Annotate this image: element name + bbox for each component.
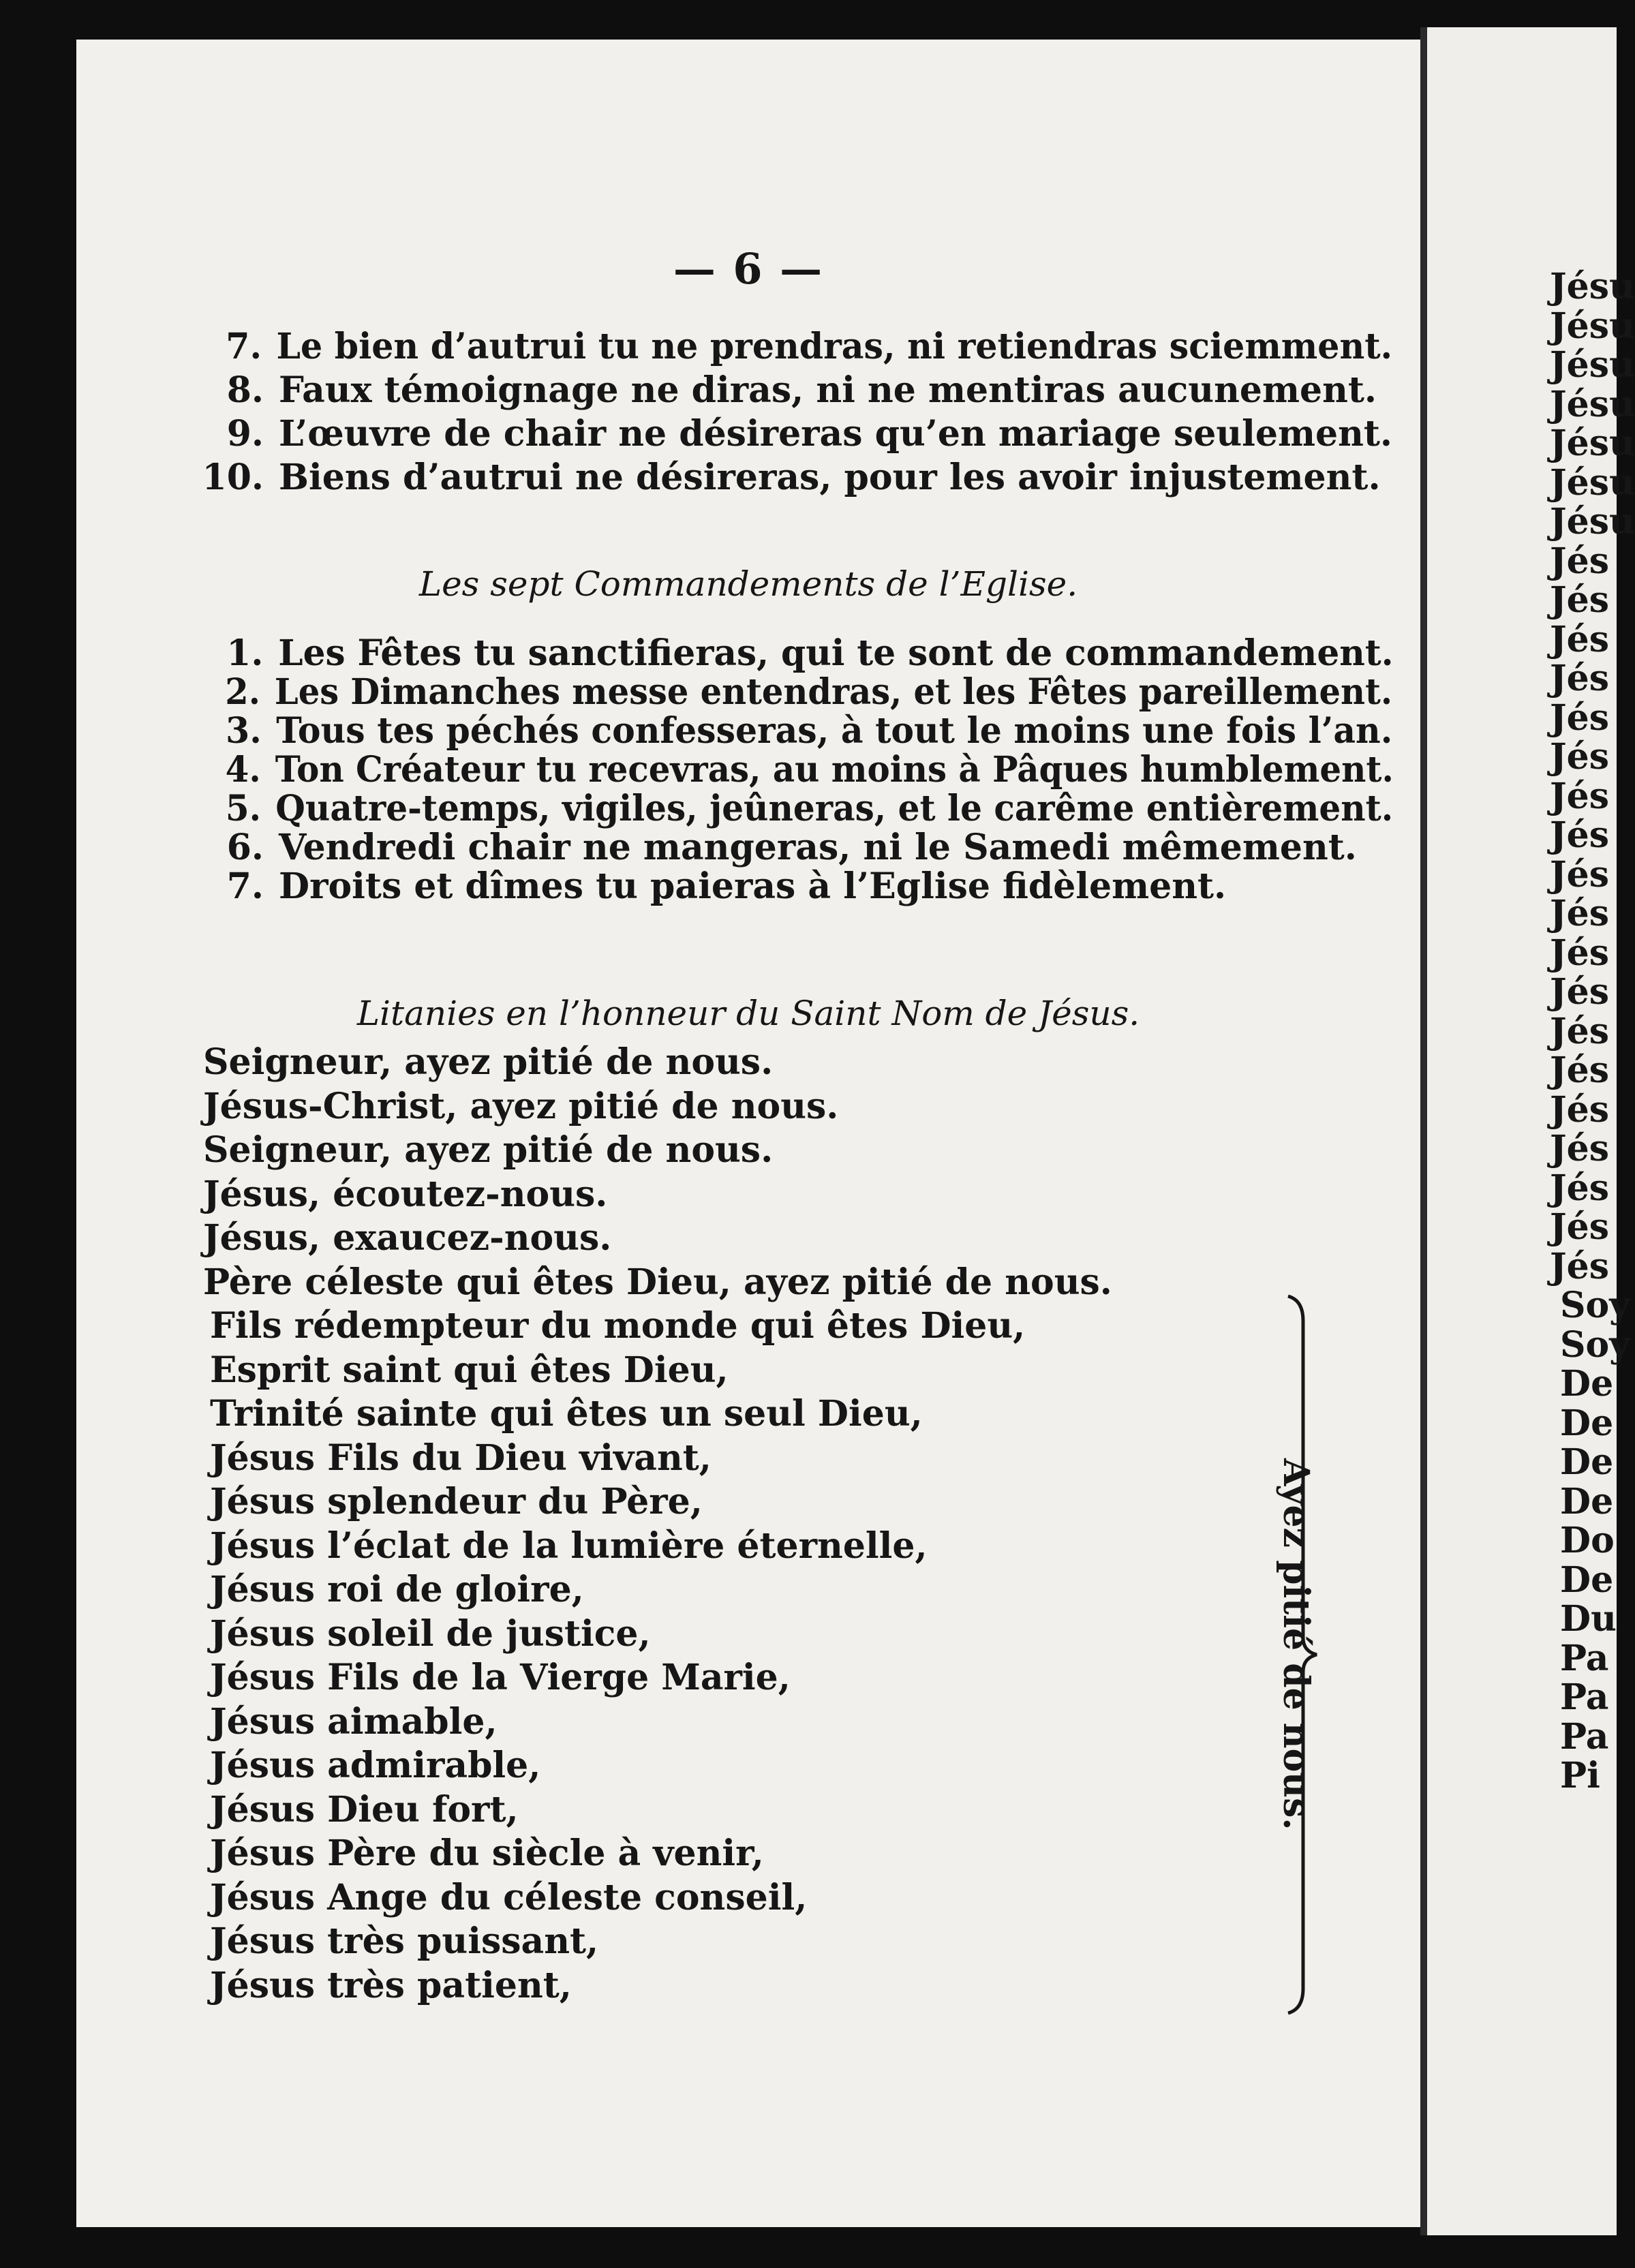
facing-page-fragment: Soy [1560, 1285, 1630, 1326]
facing-page-fragment: De [1560, 1441, 1614, 1483]
facing-page-fragment: Pa [1560, 1637, 1609, 1679]
line-number: 1. [226, 632, 264, 674]
line-text: Faux témoignage ne diras, ni ne mentiras aucunement. [279, 369, 1377, 411]
litany-line: Jésus, exaucez-nous. [203, 1217, 612, 1259]
line-text: Les Fêtes tu sanctifieras, qui te sont de commandement. [278, 632, 1394, 674]
litany-line: Seigneur, ayez pitié de nous. [203, 1041, 774, 1083]
page-number: — 6 — [673, 244, 824, 294]
facing-page-fragment: Jés [1550, 696, 1609, 739]
litany-line: Jésus aimable, [210, 1700, 498, 1743]
litany-line: Esprit saint qui êtes Dieu, [210, 1349, 729, 1391]
litany-line: Jésus Dieu fort, [210, 1788, 519, 1830]
numbered-line [192, 827, 1357, 868]
litany-line: Seigneur, ayez pitié de nous. [203, 1129, 774, 1171]
numbered-line [192, 788, 1393, 829]
facing-page-fragment: Jés [1550, 658, 1609, 699]
litany-line: Jésus très patient, [210, 1964, 572, 2006]
facing-page-fragment: De [1560, 1480, 1614, 1522]
litany-line: Jésus roi de gloire, [210, 1569, 584, 1610]
line-number: 7. [226, 326, 262, 367]
line-number: 6. [226, 827, 264, 868]
facing-page-fragment: Jés [1550, 1206, 1609, 1248]
facing-page-fragment: Jés [1550, 1167, 1609, 1209]
line-text: Droits et dîmes tu paieras à l’Eglise fidèlement. [279, 865, 1227, 907]
facing-page-fragment: Jés [1550, 893, 1609, 934]
facing-page-fragment: Jés [1550, 1010, 1609, 1052]
numbered-line [192, 749, 1394, 791]
numbered-line [192, 865, 1226, 907]
facing-page-fragment: Jésu [1550, 344, 1635, 386]
facing-page-fragment: Du [1560, 1598, 1617, 1640]
line-text: Le bien d’autrui tu ne prendras, ni retiendras sciemment. [276, 326, 1393, 367]
line-number: 9. [226, 413, 264, 455]
facing-page-fragment: Pa [1560, 1676, 1609, 1718]
line-number: 2. [225, 671, 260, 713]
line-number: 8. [226, 369, 264, 411]
numbered-line [192, 326, 1392, 367]
litany-line: Jésus splendeur du Père, [210, 1481, 703, 1522]
bracket-response-text: Ayez pitié de nous. [1275, 1458, 1317, 1830]
facing-page-fragment: Jés [1550, 1245, 1609, 1287]
litany-line: Jésus admirable, [210, 1745, 541, 1786]
litany-line: Jésus Père du siècle à venir, [210, 1833, 764, 1874]
facing-page-fragment: Jés [1550, 1049, 1609, 1091]
line-number: 10. [202, 457, 264, 498]
facing-page-fragment: Pa [1560, 1715, 1609, 1758]
line-text: Vendredi chair ne mangeras, ni le Samedi mêmement. [279, 827, 1357, 868]
litany-heading: Litanies en l’honneur du Saint Nom de Jésus. [356, 994, 1140, 1033]
facing-page-fragment: Jés [1550, 579, 1609, 621]
litany-line: Jésus Ange du céleste conseil, [210, 1876, 808, 1918]
line-text: Ton Créateur tu recevras, au moins à Pâques humblement. [275, 749, 1394, 791]
facing-page-fragment: Jésu [1550, 461, 1635, 504]
numbered-line [192, 369, 1377, 411]
facing-page-fragment: Jés [1550, 618, 1609, 660]
litany-line: Père céleste qui êtes Dieu, ayez pitié de nous. [203, 1261, 1112, 1303]
facing-page-fragment: Jés [1550, 736, 1609, 778]
litany-line: Fils rédempteur du monde qui êtes Dieu, [210, 1305, 1026, 1347]
line-text: Quatre-temps, vigiles, jeûneras, et le carême entièrement. [275, 788, 1394, 829]
facing-page-fragment: Jés [1550, 853, 1609, 895]
facing-page-fragment: De [1560, 1402, 1614, 1444]
litany-line: Jésus Fils de la Vierge Marie, [210, 1657, 791, 1698]
facing-page-fragment: De [1560, 1363, 1614, 1405]
litany-line: Jésus, écoutez-nous. [203, 1173, 608, 1215]
litany-line: Jésus soleil de justice, [210, 1612, 651, 1655]
line-text: Les Dimanches messe entendras, et les Fêtes pareillement. [274, 671, 1393, 713]
facing-page-fragment: Jésu [1550, 266, 1635, 307]
line-number: 7. [226, 865, 264, 907]
facing-page-fragment: Do [1560, 1520, 1615, 1561]
facing-page [1427, 27, 1635, 2235]
facing-page-fragment: Jés [1550, 932, 1609, 974]
line-number: 4. [225, 749, 261, 791]
line-number: 5. [225, 788, 262, 829]
facing-page-fragment: Jésu [1550, 501, 1635, 542]
litany-line: Jésus très puissant, [210, 1920, 599, 1962]
litany-line: Jésus l’éclat de la lumière éternelle, [210, 1524, 928, 1567]
facing-page-fragment: Pi [1560, 1755, 1600, 1796]
litany-line: Trinité sainte qui êtes un seul Dieu, [210, 1393, 923, 1435]
facing-page-fragment: Jésu [1550, 305, 1635, 347]
litany-line: Jésus-Christ, ayez pitié de nous. [203, 1085, 839, 1127]
facing-page-fragment: De [1560, 1559, 1614, 1601]
facing-page-fragment: Jés [1550, 540, 1609, 582]
line-text: L’œuvre de chair ne désireras qu’en mariage seulement. [279, 413, 1393, 455]
facing-page-fragment: Soy [1560, 1323, 1630, 1366]
church-commandments-heading: Les sept Commandements de l’Eglise. [418, 564, 1078, 604]
numbered-line [192, 710, 1392, 752]
facing-page-fragment: Jésu [1550, 423, 1635, 464]
facing-page-fragment: Jésu [1550, 383, 1635, 425]
numbered-line [192, 632, 1394, 674]
facing-page-fragment: Jés [1550, 1128, 1609, 1169]
litany-line: Jésus Fils du Dieu vivant, [210, 1437, 712, 1479]
line-number: 3. [226, 710, 262, 752]
facing-page-fragment: Jés [1550, 775, 1609, 817]
numbered-line [192, 671, 1392, 713]
line-text: Biens d’autrui ne désireras, pour les avoir injustement. [279, 457, 1381, 498]
book-page [76, 40, 1420, 2227]
facing-page-fragment: Jés [1550, 814, 1609, 856]
line-text: Tous tes péchés confesseras, à tout le moins une fois l’an. [276, 710, 1393, 752]
facing-page-fragment: Jés [1550, 971, 1609, 1013]
facing-page-fragment: Jés [1550, 1088, 1609, 1131]
numbered-line [192, 457, 1381, 498]
numbered-line [192, 413, 1392, 455]
